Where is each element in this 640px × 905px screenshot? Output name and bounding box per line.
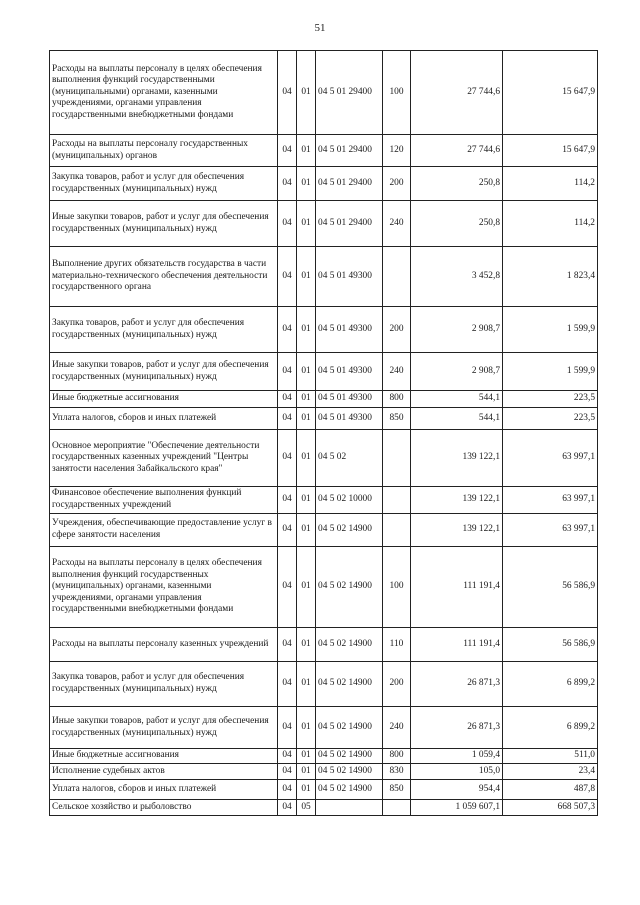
expense-name-cell: Закупка товаров, работ и услуг для обеспечения государственных (муниципальных) нужд	[50, 167, 278, 201]
section-code-cell: 04	[278, 430, 297, 487]
amount-planned-cell: 27 744,6	[411, 51, 503, 135]
amount-executed-cell: 511,0	[503, 749, 598, 764]
table-row	[50, 628, 598, 662]
target-article-cell: 04 5 02 14900	[316, 780, 383, 800]
subsection-code-cell: 01	[297, 430, 316, 487]
subsection-code-cell: 01	[297, 749, 316, 764]
target-article-cell: 04 5 01 49300	[316, 307, 383, 353]
subsection-code-cell: 01	[297, 780, 316, 800]
expense-name-cell: Закупка товаров, работ и услуг для обеспечения государственных (муниципальных) нужд	[50, 662, 278, 707]
budget-table	[49, 50, 598, 816]
expense-name-cell: Иные закупки товаров, работ и услуг для обеспечения государственных (муниципальных) нужд	[50, 201, 278, 247]
amount-executed-cell: 1 599,9	[503, 353, 598, 391]
expense-name-cell: Расходы на выплаты персоналу в целях обеспечения выполнения функций государственными (муниципальными) органами, казенными учреждениями, органами управления государственными внебюджетными фондами	[50, 51, 278, 135]
amount-planned-cell: 111 191,4	[411, 628, 503, 662]
expense-type-cell: 100	[383, 51, 411, 135]
subsection-code-cell: 01	[297, 307, 316, 353]
page-number: 51	[314, 22, 326, 34]
amount-executed-cell: 114,2	[503, 201, 598, 247]
amount-planned-cell: 139 122,1	[411, 430, 503, 487]
amount-planned-cell: 1 059 607,1	[411, 800, 503, 816]
expense-name-cell: Уплата налогов, сборов и иных платежей	[50, 780, 278, 800]
expense-type-cell	[383, 514, 411, 547]
target-article-cell: 04 5 02 14900	[316, 662, 383, 707]
amount-executed-cell: 223,5	[503, 408, 598, 430]
expense-type-cell: 110	[383, 628, 411, 662]
section-code-cell: 04	[278, 514, 297, 547]
subsection-code-cell: 01	[297, 408, 316, 430]
amount-executed-cell: 6 899,2	[503, 707, 598, 749]
subsection-code-cell: 01	[297, 391, 316, 408]
expense-name-cell: Сельское хозяйство и рыболовство	[50, 800, 278, 816]
expense-type-cell: 100	[383, 547, 411, 628]
target-article-cell	[316, 800, 383, 816]
section-code-cell: 04	[278, 408, 297, 430]
section-code-cell: 04	[278, 391, 297, 408]
expense-type-cell: 200	[383, 662, 411, 707]
table-row	[50, 487, 598, 514]
amount-executed-cell: 6 899,2	[503, 662, 598, 707]
subsection-code-cell: 01	[297, 707, 316, 749]
target-article-cell: 04 5 01 49300	[316, 408, 383, 430]
subsection-code-cell: 01	[297, 167, 316, 201]
table-row	[50, 247, 598, 307]
section-code-cell: 04	[278, 353, 297, 391]
table-row	[50, 430, 598, 487]
target-article-cell: 04 5 02 14900	[316, 514, 383, 547]
expense-name-cell: Исполнение судебных актов	[50, 764, 278, 780]
expense-type-cell	[383, 247, 411, 307]
expense-name-cell: Иные бюджетные ассигнования	[50, 391, 278, 408]
section-code-cell: 04	[278, 547, 297, 628]
section-code-cell: 04	[278, 51, 297, 135]
expense-name-cell: Расходы на выплаты персоналу государственных (муниципальных) органов	[50, 135, 278, 167]
amount-planned-cell: 111 191,4	[411, 547, 503, 628]
subsection-code-cell: 01	[297, 353, 316, 391]
amount-executed-cell: 15 647,9	[503, 135, 598, 167]
target-article-cell: 04 5 02 14900	[316, 764, 383, 780]
table-row	[50, 662, 598, 707]
target-article-cell: 04 5 02 14900	[316, 749, 383, 764]
target-article-cell: 04 5 01 49300	[316, 247, 383, 307]
subsection-code-cell: 01	[297, 51, 316, 135]
section-code-cell: 04	[278, 707, 297, 749]
amount-executed-cell: 223,5	[503, 391, 598, 408]
expense-type-cell: 240	[383, 353, 411, 391]
section-code-cell: 04	[278, 201, 297, 247]
subsection-code-cell: 01	[297, 628, 316, 662]
subsection-code-cell: 01	[297, 247, 316, 307]
target-article-cell: 04 5 01 49300	[316, 353, 383, 391]
subsection-code-cell: 01	[297, 135, 316, 167]
expense-type-cell: 800	[383, 391, 411, 408]
expense-name-cell: Финансовое обеспечение выполнения функций государственных учреждений	[50, 487, 278, 514]
target-article-cell: 04 5 02 14900	[316, 547, 383, 628]
expense-name-cell: Основное мероприятие "Обеспечение деятельности государственных казенных учреждений "Центры занятости населения Забайкальского края"	[50, 430, 278, 487]
expense-name-cell: Выполнение других обязательств государства в части материально-технического обеспечения деятельности государственного органа	[50, 247, 278, 307]
table-row	[50, 707, 598, 749]
section-code-cell: 04	[278, 764, 297, 780]
target-article-cell: 04 5 01 29400	[316, 167, 383, 201]
amount-planned-cell: 26 871,3	[411, 662, 503, 707]
amount-planned-cell: 544,1	[411, 408, 503, 430]
amount-planned-cell: 3 452,8	[411, 247, 503, 307]
expense-type-cell: 200	[383, 307, 411, 353]
amount-planned-cell: 139 122,1	[411, 514, 503, 547]
subsection-code-cell: 01	[297, 201, 316, 247]
expense-type-cell	[383, 487, 411, 514]
expense-type-cell: 830	[383, 764, 411, 780]
target-article-cell: 04 5 02 10000	[316, 487, 383, 514]
expense-name-cell: Уплата налогов, сборов и иных платежей	[50, 408, 278, 430]
amount-executed-cell: 487,8	[503, 780, 598, 800]
table-row	[50, 547, 598, 628]
amount-planned-cell: 250,8	[411, 201, 503, 247]
table-row	[50, 353, 598, 391]
amount-planned-cell: 954,4	[411, 780, 503, 800]
amount-planned-cell: 27 744,6	[411, 135, 503, 167]
table-row	[50, 749, 598, 764]
table-row	[50, 408, 598, 430]
amount-executed-cell: 56 586,9	[503, 547, 598, 628]
target-article-cell: 04 5 02 14900	[316, 707, 383, 749]
expense-type-cell	[383, 430, 411, 487]
amount-planned-cell: 2 908,7	[411, 353, 503, 391]
expense-type-cell: 850	[383, 408, 411, 430]
amount-planned-cell: 544,1	[411, 391, 503, 408]
amount-planned-cell: 250,8	[411, 167, 503, 201]
section-code-cell: 04	[278, 780, 297, 800]
budget-table-body	[50, 51, 598, 816]
amount-planned-cell: 1 059,4	[411, 749, 503, 764]
table-row	[50, 135, 598, 167]
amount-executed-cell: 114,2	[503, 167, 598, 201]
section-code-cell: 04	[278, 135, 297, 167]
expense-type-cell: 200	[383, 167, 411, 201]
amount-executed-cell: 15 647,9	[503, 51, 598, 135]
expense-name-cell: Закупка товаров, работ и услуг для обеспечения государственных (муниципальных) нужд	[50, 307, 278, 353]
section-code-cell: 04	[278, 749, 297, 764]
subsection-code-cell: 01	[297, 514, 316, 547]
table-row	[50, 201, 598, 247]
expense-name-cell: Расходы на выплаты персоналу в целях обеспечения выполнения функций государственных (муниципальных) органами, казенными учреждениями, органами управления государственными внебюджетными фондами	[50, 547, 278, 628]
amount-executed-cell: 56 586,9	[503, 628, 598, 662]
subsection-code-cell: 01	[297, 662, 316, 707]
expense-name-cell: Иные закупки товаров, работ и услуг для обеспечения государственных (муниципальных) нужд	[50, 353, 278, 391]
subsection-code-cell: 01	[297, 547, 316, 628]
section-code-cell: 04	[278, 662, 297, 707]
table-row	[50, 780, 598, 800]
table-row	[50, 800, 598, 816]
target-article-cell: 04 5 01 29400	[316, 135, 383, 167]
table-row	[50, 167, 598, 201]
amount-planned-cell: 26 871,3	[411, 707, 503, 749]
amount-executed-cell: 668 507,3	[503, 800, 598, 816]
expense-type-cell	[383, 800, 411, 816]
target-article-cell: 04 5 01 49300	[316, 391, 383, 408]
section-code-cell: 04	[278, 800, 297, 816]
target-article-cell: 04 5 02	[316, 430, 383, 487]
section-code-cell: 04	[278, 628, 297, 662]
table-row	[50, 307, 598, 353]
amount-planned-cell: 2 908,7	[411, 307, 503, 353]
section-code-cell: 04	[278, 487, 297, 514]
expense-name-cell: Иные закупки товаров, работ и услуг для обеспечения государственных (муниципальных) нужд	[50, 707, 278, 749]
expense-type-cell: 240	[383, 707, 411, 749]
table-row	[50, 51, 598, 135]
target-article-cell: 04 5 01 29400	[316, 201, 383, 247]
expense-type-cell: 120	[383, 135, 411, 167]
table-row	[50, 764, 598, 780]
expense-type-cell: 850	[383, 780, 411, 800]
subsection-code-cell: 01	[297, 764, 316, 780]
amount-executed-cell: 63 997,1	[503, 430, 598, 487]
amount-planned-cell: 139 122,1	[411, 487, 503, 514]
expense-type-cell: 800	[383, 749, 411, 764]
expense-name-cell: Расходы на выплаты персоналу казенных учреждений	[50, 628, 278, 662]
expense-name-cell: Учреждения, обеспечивающие предоставление услуг в сфере занятости населения	[50, 514, 278, 547]
subsection-code-cell: 05	[297, 800, 316, 816]
amount-executed-cell: 1 823,4	[503, 247, 598, 307]
amount-executed-cell: 63 997,1	[503, 487, 598, 514]
subsection-code-cell: 01	[297, 487, 316, 514]
table-row	[50, 514, 598, 547]
section-code-cell: 04	[278, 247, 297, 307]
target-article-cell: 04 5 02 14900	[316, 628, 383, 662]
expense-type-cell: 240	[383, 201, 411, 247]
section-code-cell: 04	[278, 167, 297, 201]
amount-executed-cell: 1 599,9	[503, 307, 598, 353]
amount-executed-cell: 23,4	[503, 764, 598, 780]
expense-name-cell: Иные бюджетные ассигнования	[50, 749, 278, 764]
amount-executed-cell: 63 997,1	[503, 514, 598, 547]
amount-planned-cell: 105,0	[411, 764, 503, 780]
section-code-cell: 04	[278, 307, 297, 353]
target-article-cell: 04 5 01 29400	[316, 51, 383, 135]
table-row	[50, 391, 598, 408]
